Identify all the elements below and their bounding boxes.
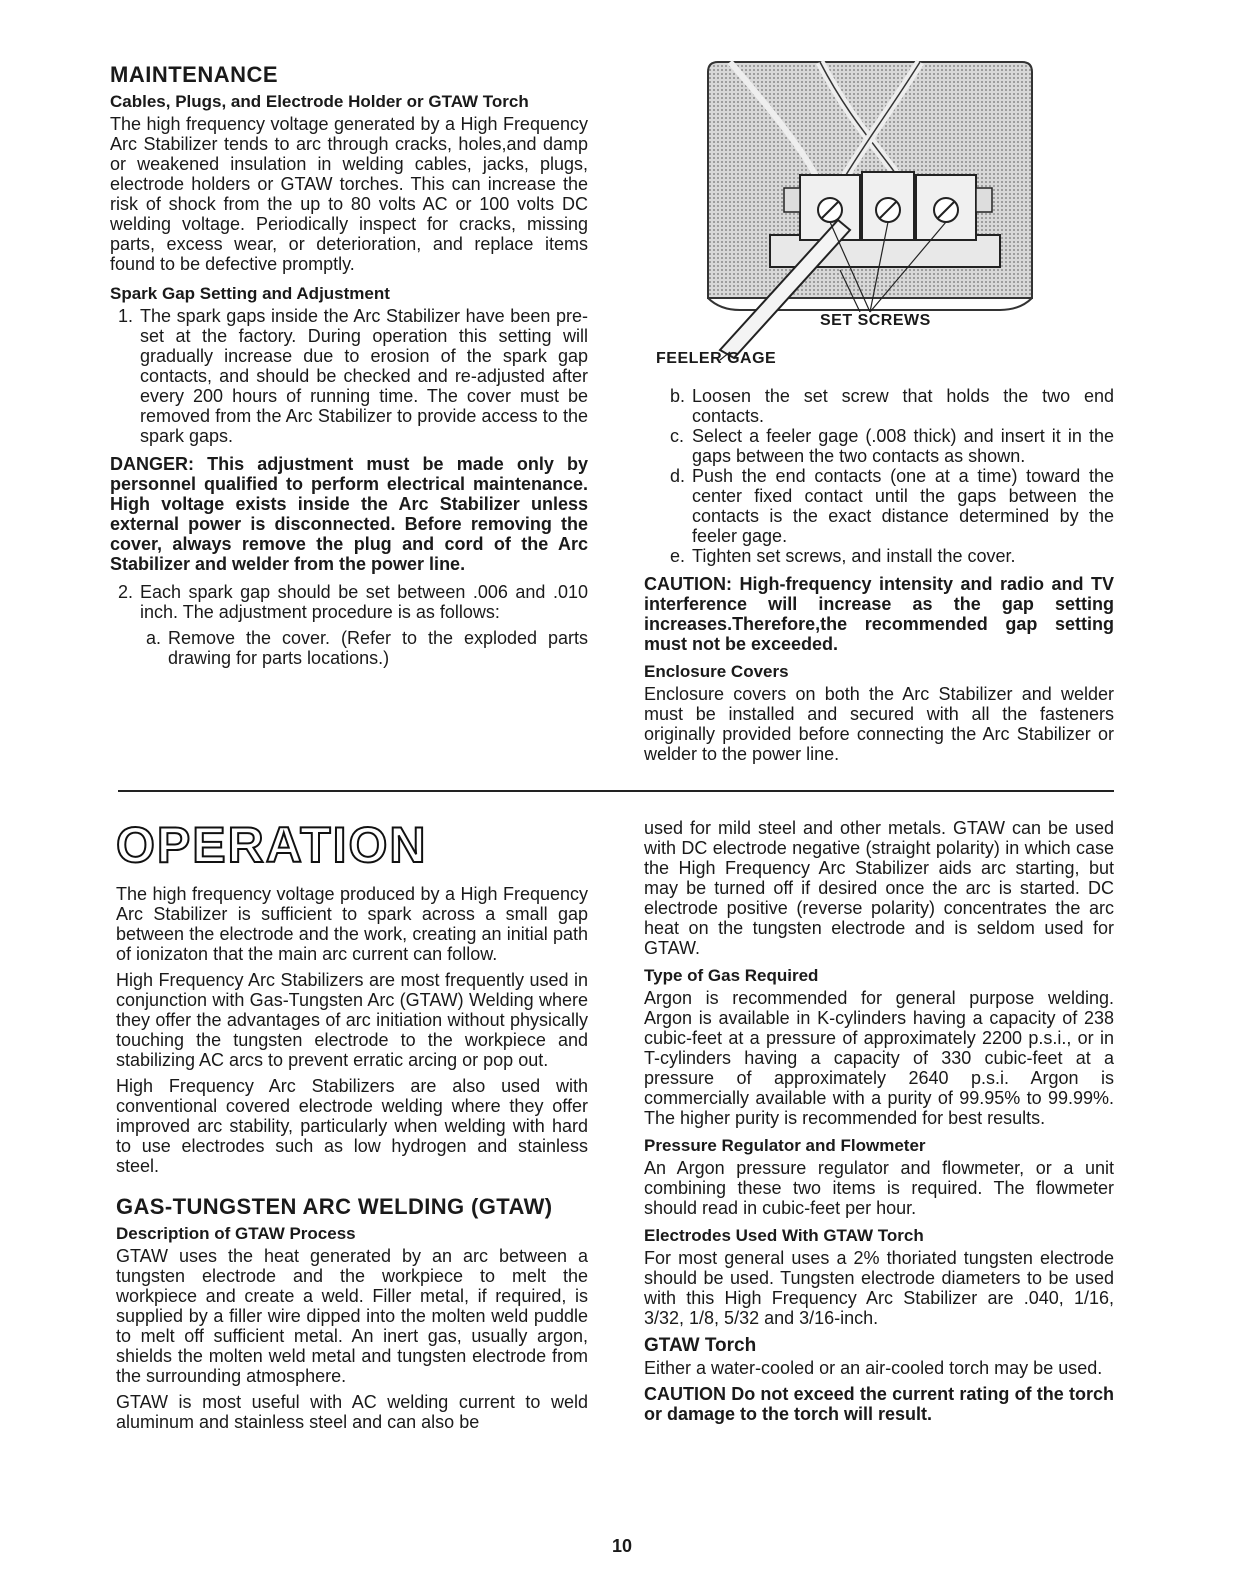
enclosure-covers-heading: Enclosure Covers xyxy=(644,662,789,681)
enclosure-covers-paragraph: Enclosure covers on both the Arc Stabilizer and welder must be installed and secured with all the fasteners originally provided before connecting the Arc Stabilizer or welder to the power line. xyxy=(644,684,1114,764)
step-a-text: Remove the cover. (Refer to the exploded parts drawing for parts locations.) xyxy=(168,628,588,668)
step-c xyxy=(644,426,1114,466)
step-1-label: 1. xyxy=(118,306,134,326)
gtaw-heading: GAS-TUNGSTEN ARC WELDING (GTAW) xyxy=(116,1194,553,1219)
gtaw-continued-paragraph: used for mild steel and other metals. GTAW can be used with DC electrode negative (straight polarity) in which case the High Frequency Arc Stabilizer aids arc starting, but may be turned off if desired once the arc is started. DC electrode positive (reverse polarity) concentrates the arc heat on the tungsten electrode and is seldom used for GTAW. xyxy=(644,818,1114,958)
electrodes-paragraph: For most general uses a 2% thoriated tungsten electrode should be used. Tungsten electrode diameters to be used with this High Frequency Arc Stabilizer are .040, 1/16, 3/32, 1/8, 5/32 and 3/16-inch. xyxy=(644,1248,1114,1328)
pressure-regulator-paragraph: An Argon pressure regulator and flowmeter, or a unit combining these two items is required. The flowmeter should read in cubic-feet per hour. xyxy=(644,1158,1114,1218)
step-c-text: Select a feeler gage (.008 thick) and insert it in the gaps between the two contacts as shown. xyxy=(692,426,1114,466)
step-2-label: 2. xyxy=(118,582,134,602)
gas-type-heading: Type of Gas Required xyxy=(644,966,819,985)
feeler-gage-label: FEELER GAGE xyxy=(656,350,777,367)
cables-heading: Cables, Plugs, and Electrode Holder or GTAW Torch xyxy=(110,92,529,111)
pressure-regulator-heading: Pressure Regulator and Flowmeter xyxy=(644,1136,926,1155)
set-screws-label: SET SCREWS xyxy=(820,312,931,329)
spark-gap-heading: Spark Gap Setting and Adjustment xyxy=(110,284,390,303)
operation-title: OPERATION xyxy=(116,817,428,873)
operation-paragraph-3: High Frequency Arc Stabilizers are also used with conventional covered electrode welding where they offer improved arc stability, particularly when welding with hard to use electrodes such as low hydrogen and stainless steel. xyxy=(116,1076,588,1176)
step-b-text: Loosen the set screw that holds the two end contacts. xyxy=(692,386,1114,426)
adjustment-steps-continued xyxy=(644,386,1114,764)
step-d xyxy=(644,466,1114,546)
operation-section-continued xyxy=(644,818,1114,1424)
step-a xyxy=(110,628,588,668)
step-e-label: e. xyxy=(670,546,686,566)
step-2-text: Each spark gap should be set between .006 and .010 inch. The adjustment procedure is as follows: xyxy=(140,582,588,622)
gas-type-paragraph: Argon is recommended for general purpose welding. Argon is available in K-cylinders having a capacity of 238 cubic-feet at a pressure of approximately 2200 p.s.i., or in T-cylinders having a capacity of 330 cubic-feet at a pressure of approximately 2640 p.s.i. Argon is commercially available with a purity of 99.95% to 99.99%. The higher purity is recommended for best results. xyxy=(644,988,1114,1128)
operation-section xyxy=(116,818,588,1432)
operation-paragraph-1: The high frequency voltage produced by a High Frequency Arc Stabilizer is sufficient to spark across a small gap between the electrode and the work, creating an initial path of ionizaton that the main arc current can follow. xyxy=(116,884,588,964)
step-b-label: b. xyxy=(670,386,686,406)
step-b xyxy=(644,386,1114,426)
step-1-text: The spark gaps inside the Arc Stabilizer have been pre-set at the factory. During operation this setting will gradually increase due to erosion of the spark gap contacts, and should be checked and re-adjusted after every 200 hours of running time. The cover must be removed from the Arc Stabilizer to provide access to the spark gaps. xyxy=(140,306,588,446)
torch-caution-notice: CAUTION Do not exceed the current rating of the torch or damage to the torch will result. xyxy=(644,1384,1114,1424)
step-e xyxy=(644,546,1114,566)
gtaw-torch-paragraph: Either a water-cooled or an air-cooled torch may be used. xyxy=(644,1358,1103,1378)
step-d-text: Push the end contacts (one at a time) toward the center fixed contact until the gaps between the contacts is the exact distance determined by the feeler gage. xyxy=(692,466,1114,546)
maintenance-heading: MAINTENANCE xyxy=(110,62,279,87)
cables-paragraph: The high frequency voltage generated by a High Frequency Arc Stabilizer tends to arc through cracks, holes,and damp or weakened insulation in welding cables, jacks, plugs, electrode holders or GTAW torches. This can increase the risk of shock from the up to 80 volts AC or 100 volts DC welding voltage. Periodically inspect for cracks, missing parts, excess wear, or deterioration, and replace items found to be defective promptly. xyxy=(110,114,588,274)
electrodes-heading: Electrodes Used With GTAW Torch xyxy=(644,1226,924,1245)
step-e-text: Tighten set screws, and install the cover. xyxy=(692,546,1016,566)
danger-notice: DANGER: This adjustment must be made only by personnel qualified to perform electrical maintenance. High voltage exists inside the Arc Stabilizer unless external power is disconnected. Before removing the cover, always remove the plug and cord of the Arc Stabilizer and welder from the power line. xyxy=(110,454,588,574)
gtaw-torch-heading: GTAW Torch xyxy=(644,1335,757,1356)
gtaw-description-paragraph-1: GTAW uses the heat generated by an arc between a tungsten electrode and the workpiece to melt the workpiece and create a weld. Filler metal, if required, is supplied by a filler wire dipped into the molten weld puddle to melt off sufficient metal. An inert gas, usually argon, shields the molten weld metal and tungsten electrode from the surrounding atmosphere. xyxy=(116,1246,588,1386)
operation-paragraph-2: High Frequency Arc Stabilizers are most frequently used in conjunction with Gas-Tungsten Arc (GTAW) Welding where they offer the advantages of arc initiation without physically touching the tungsten electrode to the workpiece and stabilizing AC arcs to prevent erratic arcing or pop out. xyxy=(116,970,588,1070)
caution-gap-notice: CAUTION: High-frequency intensity and radio and TV interference will increase as the gap setting increases.Therefore,the recommended gap setting must not be exceeded. xyxy=(644,574,1114,654)
gtaw-description-heading: Description of GTAW Process xyxy=(116,1224,356,1243)
gtaw-description-paragraph-2: GTAW is most useful with AC welding current to weld aluminum and stainless steel and can also be xyxy=(116,1392,588,1432)
step-a-label: a. xyxy=(146,628,162,648)
step-c-label: c. xyxy=(670,426,685,446)
step-d-label: d. xyxy=(670,466,686,486)
maintenance-section xyxy=(110,62,588,668)
step-2 xyxy=(110,582,588,622)
step-1 xyxy=(110,306,588,446)
page-number: 10 xyxy=(611,1536,633,1556)
section-divider xyxy=(118,790,1114,792)
